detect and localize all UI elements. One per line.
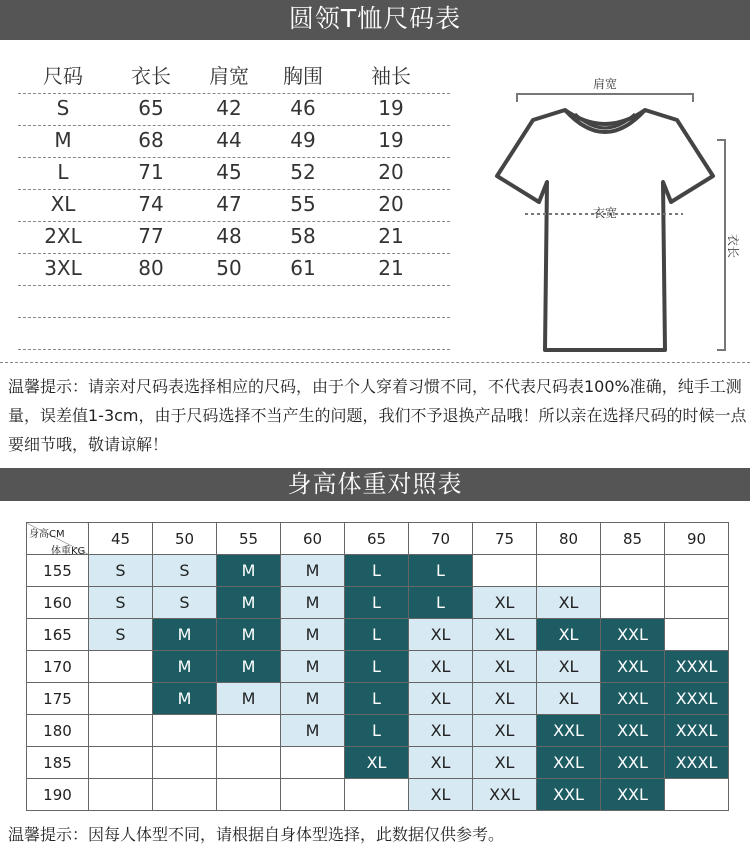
- weight-header-cell: 50: [153, 523, 217, 555]
- size-recommendation-cell: M: [281, 587, 345, 619]
- size-cell: 46: [290, 96, 316, 120]
- size-cell: 2XL: [44, 224, 82, 248]
- table-row: [27, 619, 729, 651]
- size-cell: 45: [216, 160, 242, 184]
- size-recommendation-cell: M: [153, 651, 217, 683]
- size-cell: 20: [378, 192, 404, 216]
- size-recommendation-cell: XL: [409, 747, 473, 779]
- size-recommendation-cell: M: [153, 619, 217, 651]
- height-header-cell: 160: [27, 587, 89, 619]
- height-header-cell: 190: [27, 779, 89, 811]
- size-recommendation-cell: L: [409, 555, 473, 587]
- size-recommendation-cell: [473, 555, 537, 587]
- note-divider: [0, 362, 750, 363]
- size-cell: 58: [290, 224, 316, 248]
- size-cell: 21: [378, 224, 404, 248]
- size-cell: 52: [290, 160, 316, 184]
- size-notice: 温馨提示：请亲对尺码表选择相应的尺码，由于个人穿着习惯不同，不代表尺码表100%准确，纯手工测量，误差值1-3cm，由于尺码选择不当产生的问题，我们不予退换产品哦！所以亲在选择尺码的时候一点要细节哦，敬请谅解！: [8, 377, 747, 454]
- size-recommendation-cell: XL: [537, 651, 601, 683]
- size-recommendation-cell: XXXL: [665, 747, 729, 779]
- weight-header-cell: 70: [409, 523, 473, 555]
- size-row-divider: [18, 189, 450, 190]
- height-header-cell: 180: [27, 715, 89, 747]
- height-weight-title: 身高体重对照表: [287, 470, 463, 498]
- size-recommendation-cell: L: [345, 651, 409, 683]
- shoulder-width-label: 肩宽: [592, 77, 618, 91]
- size-header-cell: 袖长: [371, 64, 411, 88]
- size-recommendation-cell: [217, 715, 281, 747]
- size-recommendation-cell: [281, 779, 345, 811]
- size-recommendation-cell: S: [89, 555, 153, 587]
- size-recommendation-cell: XXL: [601, 619, 665, 651]
- footer-note: 温馨提示：因每人体型不同，请根据自身体型选择，此数据仅供参考。: [8, 825, 505, 844]
- size-recommendation-cell: M: [281, 715, 345, 747]
- size-row-divider: [18, 221, 450, 222]
- size-cell: 20: [378, 160, 404, 184]
- size-recommendation-cell: XXXL: [665, 683, 729, 715]
- size-cell: 3XL: [44, 256, 82, 280]
- weight-header-cell: 60: [281, 523, 345, 555]
- size-cell: 80: [138, 256, 164, 280]
- size-recommendation-cell: XL: [537, 683, 601, 715]
- table-row: [27, 715, 729, 747]
- table-row: [27, 779, 729, 811]
- size-recommendation-cell: [89, 779, 153, 811]
- size-recommendation-cell: M: [153, 683, 217, 715]
- size-recommendation-cell: S: [89, 587, 153, 619]
- size-recommendation-cell: M: [281, 683, 345, 715]
- size-chart-title: 圆领T恤尺码表: [288, 4, 462, 33]
- table-row: [27, 555, 729, 587]
- size-recommendation-cell: XL: [409, 683, 473, 715]
- size-recommendation-cell: XL: [409, 651, 473, 683]
- size-cell: 47: [216, 192, 242, 216]
- size-recommendation-cell: L: [345, 619, 409, 651]
- size-header-cell: 尺码: [43, 64, 83, 88]
- size-cell: 50: [216, 256, 242, 280]
- size-cell: 61: [290, 256, 316, 280]
- size-recommendation-cell: M: [281, 651, 345, 683]
- size-recommendation-cell: [665, 587, 729, 619]
- tshirt-diagram: [455, 60, 745, 360]
- size-recommendation-cell: XL: [409, 779, 473, 811]
- chest-width-label: 衣宽: [592, 206, 618, 220]
- size-recommendation-cell: XXXL: [665, 651, 729, 683]
- weight-header-cell: 75: [473, 523, 537, 555]
- size-cell: 21: [378, 256, 404, 280]
- size-cell: M: [54, 128, 72, 152]
- size-recommendation-cell: [89, 683, 153, 715]
- length-label: 衣长: [726, 233, 740, 259]
- size-recommendation-cell: [665, 619, 729, 651]
- size-recommendation-cell: [89, 715, 153, 747]
- height-header-cell: 175: [27, 683, 89, 715]
- size-cell: 44: [216, 128, 242, 152]
- size-cell: 48: [216, 224, 242, 248]
- weight-unit-label: 体重KG: [51, 546, 86, 557]
- size-recommendation-cell: M: [217, 555, 281, 587]
- size-row-divider: [18, 253, 450, 254]
- size-cell: L: [57, 160, 69, 184]
- size-recommendation-cell: XL: [537, 587, 601, 619]
- weight-header-cell: 55: [217, 523, 281, 555]
- size-recommendation-cell: XL: [409, 619, 473, 651]
- size-recommendation-cell: XXL: [537, 747, 601, 779]
- size-recommendation-cell: XXL: [601, 715, 665, 747]
- height-weight-table: [26, 522, 729, 811]
- height-weight-banner: [0, 468, 750, 501]
- table-row: [27, 651, 729, 683]
- table-corner-header: [27, 523, 89, 555]
- size-recommendation-cell: L: [345, 587, 409, 619]
- size-recommendation-cell: XL: [473, 747, 537, 779]
- weight-header-cell: 45: [89, 523, 153, 555]
- size-recommendation-cell: [89, 651, 153, 683]
- size-recommendation-cell: XXL: [601, 683, 665, 715]
- size-recommendation-cell: M: [281, 619, 345, 651]
- size-recommendation-cell: XXL: [601, 779, 665, 811]
- size-recommendation-cell: L: [345, 555, 409, 587]
- size-row-divider: [18, 93, 450, 94]
- size-recommendation-cell: S: [153, 587, 217, 619]
- size-recommendation-cell: XXL: [601, 651, 665, 683]
- size-recommendation-cell: XXL: [537, 779, 601, 811]
- weight-header-cell: 90: [665, 523, 729, 555]
- size-cell: 19: [378, 128, 404, 152]
- size-recommendation-cell: XXL: [601, 747, 665, 779]
- size-cell: 74: [138, 192, 164, 216]
- size-recommendation-cell: [281, 747, 345, 779]
- size-recommendation-cell: M: [281, 555, 345, 587]
- weight-header-cell: 80: [537, 523, 601, 555]
- size-recommendation-cell: XL: [473, 715, 537, 747]
- size-recommendation-cell: L: [345, 683, 409, 715]
- size-recommendation-cell: S: [153, 555, 217, 587]
- height-header-cell: 155: [27, 555, 89, 587]
- size-recommendation-cell: S: [89, 619, 153, 651]
- size-cell: 65: [138, 96, 164, 120]
- size-cell: 42: [216, 96, 242, 120]
- size-recommendation-cell: M: [217, 619, 281, 651]
- size-recommendation-cell: [537, 555, 601, 587]
- size-recommendation-cell: XL: [409, 715, 473, 747]
- size-recommendation-cell: [153, 715, 217, 747]
- size-recommendation-cell: [601, 587, 665, 619]
- size-recommendation-cell: XL: [473, 619, 537, 651]
- table-row: [27, 683, 729, 715]
- size-row-divider: [18, 349, 450, 350]
- size-recommendation-cell: XXL: [473, 779, 537, 811]
- size-recommendation-cell: [153, 779, 217, 811]
- size-recommendation-cell: XL: [537, 619, 601, 651]
- size-row-divider: [18, 125, 450, 126]
- size-recommendation-cell: XL: [345, 747, 409, 779]
- weight-header-cell: 65: [345, 523, 409, 555]
- size-cell: 55: [290, 192, 316, 216]
- size-chart-banner: [0, 0, 750, 40]
- size-row-divider: [18, 285, 450, 286]
- weight-header-cell: 85: [601, 523, 665, 555]
- size-recommendation-cell: XL: [473, 587, 537, 619]
- size-recommendation-cell: [153, 747, 217, 779]
- size-row-divider: [18, 157, 450, 158]
- size-recommendation-cell: XL: [473, 651, 537, 683]
- size-cell: 68: [138, 128, 164, 152]
- size-recommendation-cell: [217, 779, 281, 811]
- size-cell: S: [56, 96, 70, 120]
- size-recommendation-cell: [601, 555, 665, 587]
- size-recommendation-cell: XXL: [537, 715, 601, 747]
- size-recommendation-cell: [665, 779, 729, 811]
- size-header-cell: 胸围: [283, 64, 323, 88]
- height-header-cell: 165: [27, 619, 89, 651]
- height-header-cell: 170: [27, 651, 89, 683]
- size-recommendation-cell: L: [409, 587, 473, 619]
- size-recommendation-cell: [89, 747, 153, 779]
- size-recommendation-cell: XXXL: [665, 715, 729, 747]
- table-row: [27, 747, 729, 779]
- size-recommendation-cell: M: [217, 683, 281, 715]
- size-recommendation-cell: [345, 779, 409, 811]
- size-cell: 19: [378, 96, 404, 120]
- height-unit-label: 身高CM: [29, 529, 65, 540]
- size-cell: 77: [138, 224, 164, 248]
- size-recommendation-cell: XL: [473, 683, 537, 715]
- table-row: [27, 587, 729, 619]
- size-recommendation-cell: M: [217, 587, 281, 619]
- size-row-divider: [18, 317, 450, 318]
- size-recommendation-cell: [665, 555, 729, 587]
- size-cell: 49: [290, 128, 316, 152]
- size-recommendation-cell: [217, 747, 281, 779]
- size-recommendation-cell: M: [217, 651, 281, 683]
- size-header-cell: 肩宽: [209, 64, 249, 88]
- size-cell: 71: [138, 160, 164, 184]
- height-header-cell: 185: [27, 747, 89, 779]
- size-cell: XL: [50, 192, 76, 216]
- size-header-cell: 衣长: [131, 64, 171, 88]
- size-recommendation-cell: L: [345, 715, 409, 747]
